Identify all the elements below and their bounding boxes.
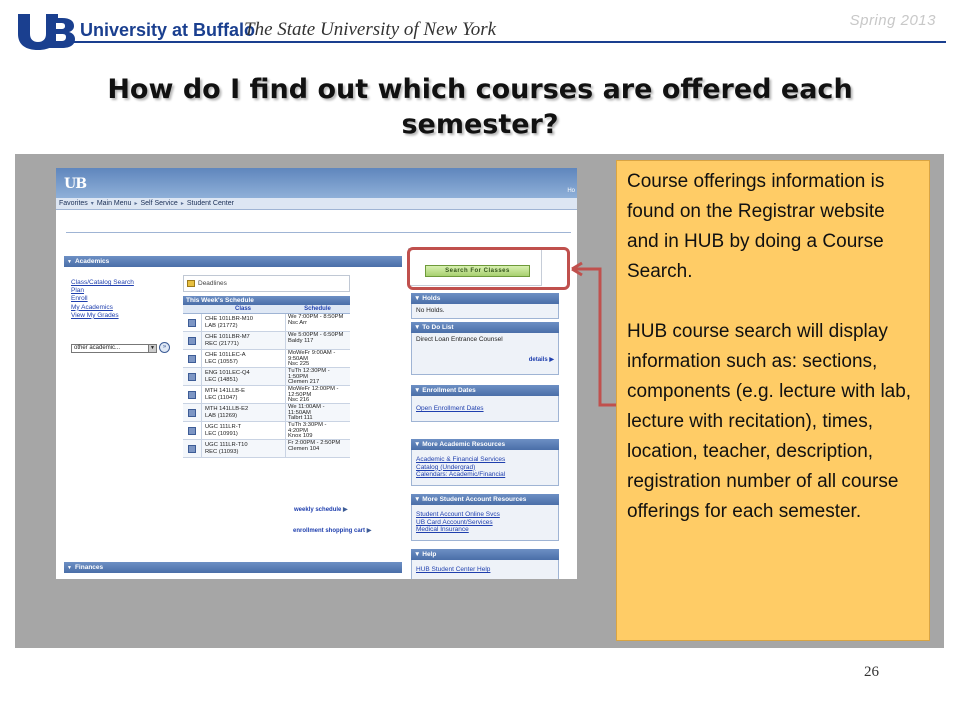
table-row — [183, 422, 350, 440]
table-row — [183, 350, 350, 368]
callout-paragraph-1: Course offerings information is found on the Registrar website and in HUB by doing a Course Search. — [627, 171, 885, 282]
select-value: other academic... — [74, 345, 121, 351]
collapse-icon[interactable]: ▼ — [414, 387, 421, 394]
schedule-line: We 5:00PM - 6:50PM — [288, 332, 344, 338]
todo-panel — [411, 322, 559, 375]
link-my-academics[interactable]: My Academics — [71, 303, 113, 311]
schedule-line: Baldy 117 — [288, 337, 314, 344]
class-detail-icon[interactable] — [188, 373, 196, 381]
hub-logo: UB — [64, 176, 87, 192]
class-detail-cell — [183, 404, 201, 421]
schedule-line: We 7:00PM - 8:50PM — [288, 314, 344, 320]
class-code[interactable]: UGC 111LR-T10 — [205, 442, 248, 448]
finances-title: Finances — [74, 564, 104, 571]
nav-favorites[interactable]: Favorites — [59, 200, 88, 207]
org-name: University at Buffalo — [80, 20, 256, 40]
class-detail-cell — [183, 314, 201, 331]
class-code[interactable]: CHE 101LBR-M10 — [205, 316, 254, 322]
link-class-catalog-search[interactable]: Class/Catalog Search — [71, 279, 134, 286]
class-detail-cell — [183, 368, 201, 385]
class-detail-icon[interactable] — [188, 337, 196, 345]
holds-header[interactable]: ▼ Holds — [411, 293, 559, 304]
hub-home-link[interactable]: Ho — [567, 188, 575, 194]
schedule-line: 1:50PM — [288, 373, 308, 380]
ub-logo — [16, 12, 76, 50]
search-highlight-box — [407, 247, 570, 290]
chevron-down-icon: ▾ — [90, 201, 94, 207]
account-link[interactable]: Student Account Online Svcs — [416, 511, 500, 518]
class-code[interactable]: UGC 111LR-T — [205, 424, 242, 430]
open-enrollment-link[interactable]: Open Enrollment Dates — [416, 405, 484, 412]
todo-header[interactable]: ▼ To Do List — [411, 322, 559, 333]
schedule-line: 9:50AM — [288, 355, 308, 362]
schedule-cell — [285, 386, 350, 403]
help-header[interactable]: ▼ Help — [411, 549, 559, 560]
academic-resources-header[interactable]: ▼ More Academic Resources — [411, 439, 559, 450]
connector-arrow — [560, 255, 624, 410]
page-number: 26 — [864, 664, 879, 680]
schedule-cell — [285, 404, 350, 421]
table-row — [183, 332, 350, 350]
collapse-icon[interactable]: ▼ — [414, 324, 421, 331]
deadlines-link[interactable] — [183, 275, 350, 292]
collapse-icon[interactable]: ▼ — [414, 496, 421, 503]
calendar-icon — [187, 280, 195, 287]
todo-item: Direct Loan Entrance Counsel — [416, 336, 503, 343]
class-detail-cell — [183, 386, 201, 403]
table-row — [183, 314, 350, 332]
schedule-line: Talbrt 111 — [288, 415, 313, 422]
org-tagline: The State University of New York — [244, 19, 497, 40]
chevron-right-icon: ▸ — [134, 201, 138, 207]
table-row — [183, 386, 350, 404]
class-section: LEC (11047) — [205, 395, 238, 401]
schedule-cell — [285, 350, 350, 367]
class-detail-icon[interactable] — [188, 445, 196, 453]
schedule-line: Nsc 216 — [288, 397, 310, 404]
enrollment-header[interactable]: ▼ Enrollment Dates — [411, 385, 559, 396]
class-code[interactable]: MTH 141LLB-E2 — [205, 406, 249, 412]
hub-nav-bar — [56, 198, 577, 210]
schedule-cell — [285, 314, 350, 331]
header-rule — [74, 41, 946, 43]
class-section: REC (21771) — [205, 341, 239, 347]
help-link[interactable]: HUB Student Center Help — [416, 566, 491, 573]
academics-header[interactable] — [64, 256, 402, 267]
deadlines-label: Deadlines — [198, 280, 227, 287]
class-detail-cell — [183, 332, 201, 349]
class-section: LEC (10557) — [205, 359, 238, 365]
class-cell — [201, 386, 285, 403]
weekly-schedule-table — [183, 296, 350, 458]
class-detail-icon[interactable] — [188, 355, 196, 363]
collapse-icon[interactable]: ▼ — [414, 551, 421, 558]
class-section: LAB (21772) — [205, 323, 238, 329]
account-resources-header[interactable]: ▼ More Student Account Resources — [411, 494, 559, 505]
link-plan[interactable]: Plan — [71, 287, 85, 295]
column-schedule: Schedule — [304, 306, 331, 312]
holds-body: No Holds. — [411, 304, 559, 319]
resource-link[interactable]: Calendars: Academic/Financial — [416, 471, 506, 478]
schedule-line: MoWeFr 12:00PM - — [288, 386, 339, 392]
schedule-line: TuTh 12:30PM - — [288, 368, 330, 374]
column-class: Class — [234, 306, 251, 312]
academic-resources-panel — [411, 439, 559, 486]
class-detail-icon[interactable] — [188, 391, 196, 399]
arrow-right-icon: ▶ — [343, 507, 348, 513]
table-row — [183, 404, 350, 422]
schedule-line: TuTh 3:30PM - — [288, 422, 327, 428]
class-cell — [201, 368, 285, 385]
class-detail-icon[interactable] — [188, 319, 196, 327]
class-section: REC (11093) — [205, 449, 239, 455]
class-cell — [201, 440, 285, 457]
table-row — [183, 440, 350, 458]
schedule-line: MoWeFr 9:00AM - — [288, 350, 336, 356]
schedule-line: Knox 109 — [288, 433, 313, 440]
schedule-line: Clemen 217 — [288, 379, 320, 386]
class-detail-cell — [183, 422, 201, 439]
class-code[interactable]: CHE 101LEC-A — [205, 352, 246, 358]
schedule-line: 11:50AM — [288, 409, 311, 416]
schedule-cell — [285, 440, 350, 457]
link-view-my-grades[interactable]: View My Grades — [71, 311, 119, 319]
holds-panel — [411, 293, 559, 319]
class-detail-icon[interactable] — [188, 409, 196, 417]
schedule-cell — [285, 422, 350, 439]
hub-screenshot — [56, 168, 577, 579]
resource-link[interactable]: Catalog (Undergrad) — [416, 463, 476, 471]
collapse-icon[interactable]: ▼ — [67, 258, 72, 265]
nav-student-center[interactable]: Student Center — [186, 200, 234, 207]
nav-main-menu[interactable]: Main Menu — [96, 200, 132, 207]
callout-box — [616, 160, 930, 641]
class-cell — [201, 332, 285, 349]
link-enroll[interactable]: Enroll — [71, 295, 88, 303]
schedule-cell — [285, 332, 350, 349]
schedule-line: Nsc 225 — [288, 361, 310, 368]
schedule-title: This Week's Schedule — [183, 296, 350, 305]
class-detail-cell — [183, 350, 201, 367]
class-cell — [201, 404, 285, 421]
schedule-line: 4:20PM — [288, 427, 308, 434]
schedule-line: Nsc Arr — [288, 319, 308, 326]
semester-label: Spring 2013 — [849, 12, 936, 29]
arrow-right-icon: ▶ — [549, 356, 554, 363]
hub-banner — [56, 168, 577, 198]
class-code[interactable]: MTH 141LLB-E — [205, 388, 245, 394]
class-code[interactable]: CHE 101LBR-M7 — [205, 334, 250, 340]
finances-header[interactable] — [64, 562, 402, 573]
go-icon[interactable]: » — [159, 342, 170, 353]
search-for-classes-button[interactable]: Search For Classes — [425, 265, 530, 277]
class-cell — [201, 422, 285, 439]
schedule-line: We 11:00AM - — [288, 404, 325, 410]
collapse-icon[interactable]: ▼ — [414, 295, 421, 302]
details-link[interactable]: details ▶ — [528, 356, 554, 363]
schedule-rows — [183, 314, 350, 458]
class-cell — [201, 350, 285, 367]
help-panel — [411, 549, 559, 579]
chevron-right-icon: ▸ — [180, 201, 184, 207]
schedule-line: 12:50PM — [288, 391, 312, 398]
resource-link[interactable]: Academic & Financial Services — [416, 456, 506, 463]
account-link[interactable]: UB Card Account/Services — [416, 518, 493, 526]
weekly-schedule-link[interactable]: weekly schedule ▶ — [294, 507, 348, 513]
arrow-right-icon: ▶ — [366, 528, 372, 534]
table-row — [183, 368, 350, 386]
schedule-line: Clemen 104 — [288, 445, 320, 452]
account-link[interactable]: Medical Insurance — [416, 526, 469, 533]
academics-title: Academics — [74, 258, 110, 265]
chevron-down-icon: ▼ — [148, 345, 156, 352]
schedule-columns — [183, 305, 350, 314]
hub-divider — [66, 232, 571, 233]
ub-logo-icon — [16, 12, 76, 50]
other-academic-select[interactable] — [71, 344, 157, 353]
class-section: LAB (11269) — [205, 413, 238, 419]
academics-links — [71, 279, 134, 320]
callout-paragraph-2: HUB course search will display information such as: sections, components (e.g. lecture with lab, lecture with recitation), times, location, teacher, description, registration number of all course offerings for each semester. — [627, 321, 912, 522]
account-resources-panel — [411, 494, 559, 541]
slide-title: How do I find out which courses are offered each semester? — [107, 74, 853, 140]
class-code[interactable]: ENG 101LEC-Q4 — [205, 370, 250, 376]
class-section: LEC (10991) — [205, 431, 238, 437]
shopping-cart-link[interactable]: enrollment shopping cart ▶ — [293, 528, 372, 534]
nav-self-service[interactable]: Self Service — [140, 200, 178, 207]
enrollment-dates-panel — [411, 385, 559, 422]
collapse-icon[interactable]: ▼ — [67, 564, 72, 571]
class-detail-cell — [183, 440, 201, 457]
schedule-line: Fr 2:00PM - 2:50PM — [288, 440, 341, 446]
class-section: LEC (14851) — [205, 377, 238, 383]
class-detail-icon[interactable] — [188, 427, 196, 435]
class-cell — [201, 314, 285, 331]
collapse-icon[interactable]: ▼ — [414, 441, 421, 448]
schedule-cell — [285, 368, 350, 385]
